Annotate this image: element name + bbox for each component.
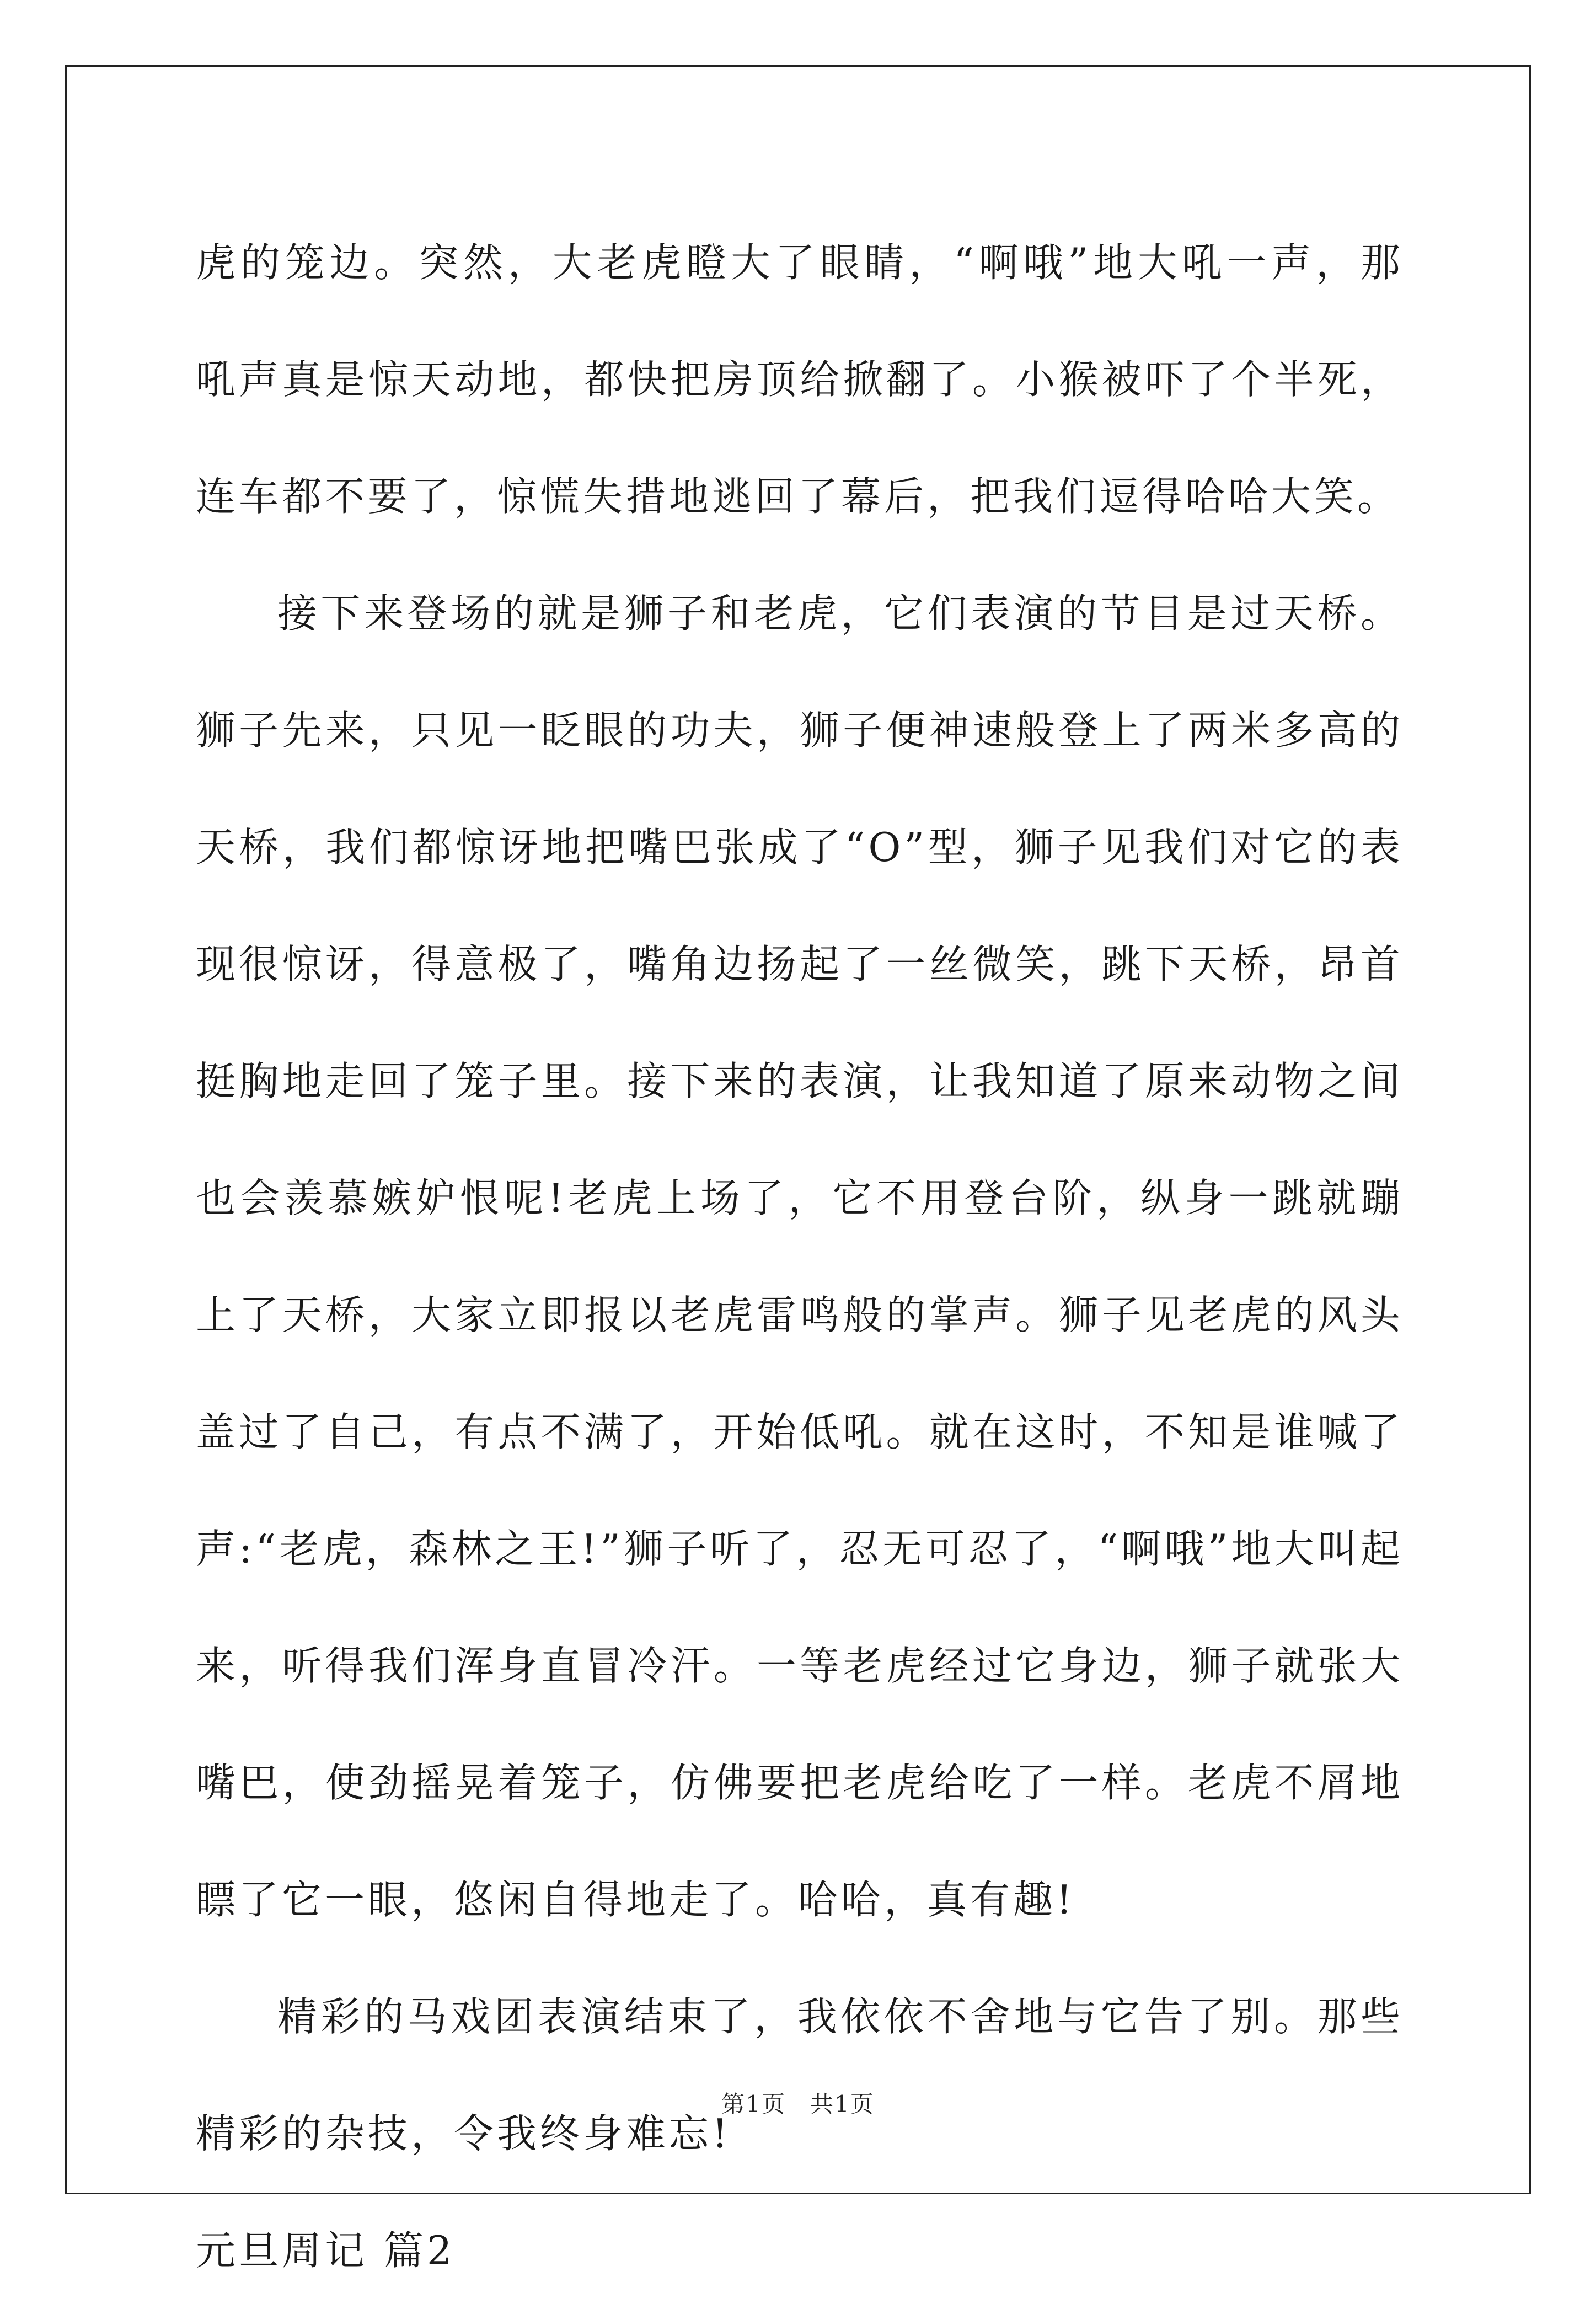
paragraph-1: 虎的笼边。突然，大老虎瞪大了眼睛，“啊哦”地大吼一声，那吼声真是惊天动地，都快把房顶给掀翻了。小猴被吓了个半死，连车都不要了，惊慌失措地逃回了幕后，把我们逗得哈哈大笑。 xyxy=(196,239,1404,520)
section-heading: 元旦周记 篇2 xyxy=(196,2227,456,2274)
paragraph-2: 接下来登场的就是狮子和老虎，它们表演的节目是过天桥。狮子先来，只见一眨眼的功夫，狮子便神速般登上了两米多高的天桥，我们都惊讶地把嘴巴张成了“O”型，狮子见我们对它的表现很惊讶，得意极了，嘴角边扬起了一丝微笑，跳下天桥，昂首挺胸地走回了笼子里。接下来的表演，让我知道了原来动物之间也会羡慕嫉妒恨呢!老虎上场了，它不用登台阶，纵身一跳就蹦上了天桥，大家立即报以老虎雷鸣般的掌声。狮子见老虎的风头盖过了自己，有点不满了，开始低吼。就在这时，不知是谁喊了声:“老虎，森林之王!”狮子听了，忍无可忍了，“啊哦”地大叫起来，听得我们浑身直冒冷汗。一等老虎经过它身边，狮子就张大嘴巴，使劲摇晃着笼子，仿佛要把老虎给吃了一样。老虎不屑地瞟了它一眼，悠闲自得地走了。哈哈，真有趣! xyxy=(196,590,1404,1923)
document-body xyxy=(196,204,1404,2309)
page-footer: 第1页 共1页 xyxy=(721,2091,875,2118)
paragraph-3: 精彩的马戏团表演结束了，我依依不舍地与它告了别。那些精彩的杂技，令我终身难忘! xyxy=(196,1993,1404,2157)
